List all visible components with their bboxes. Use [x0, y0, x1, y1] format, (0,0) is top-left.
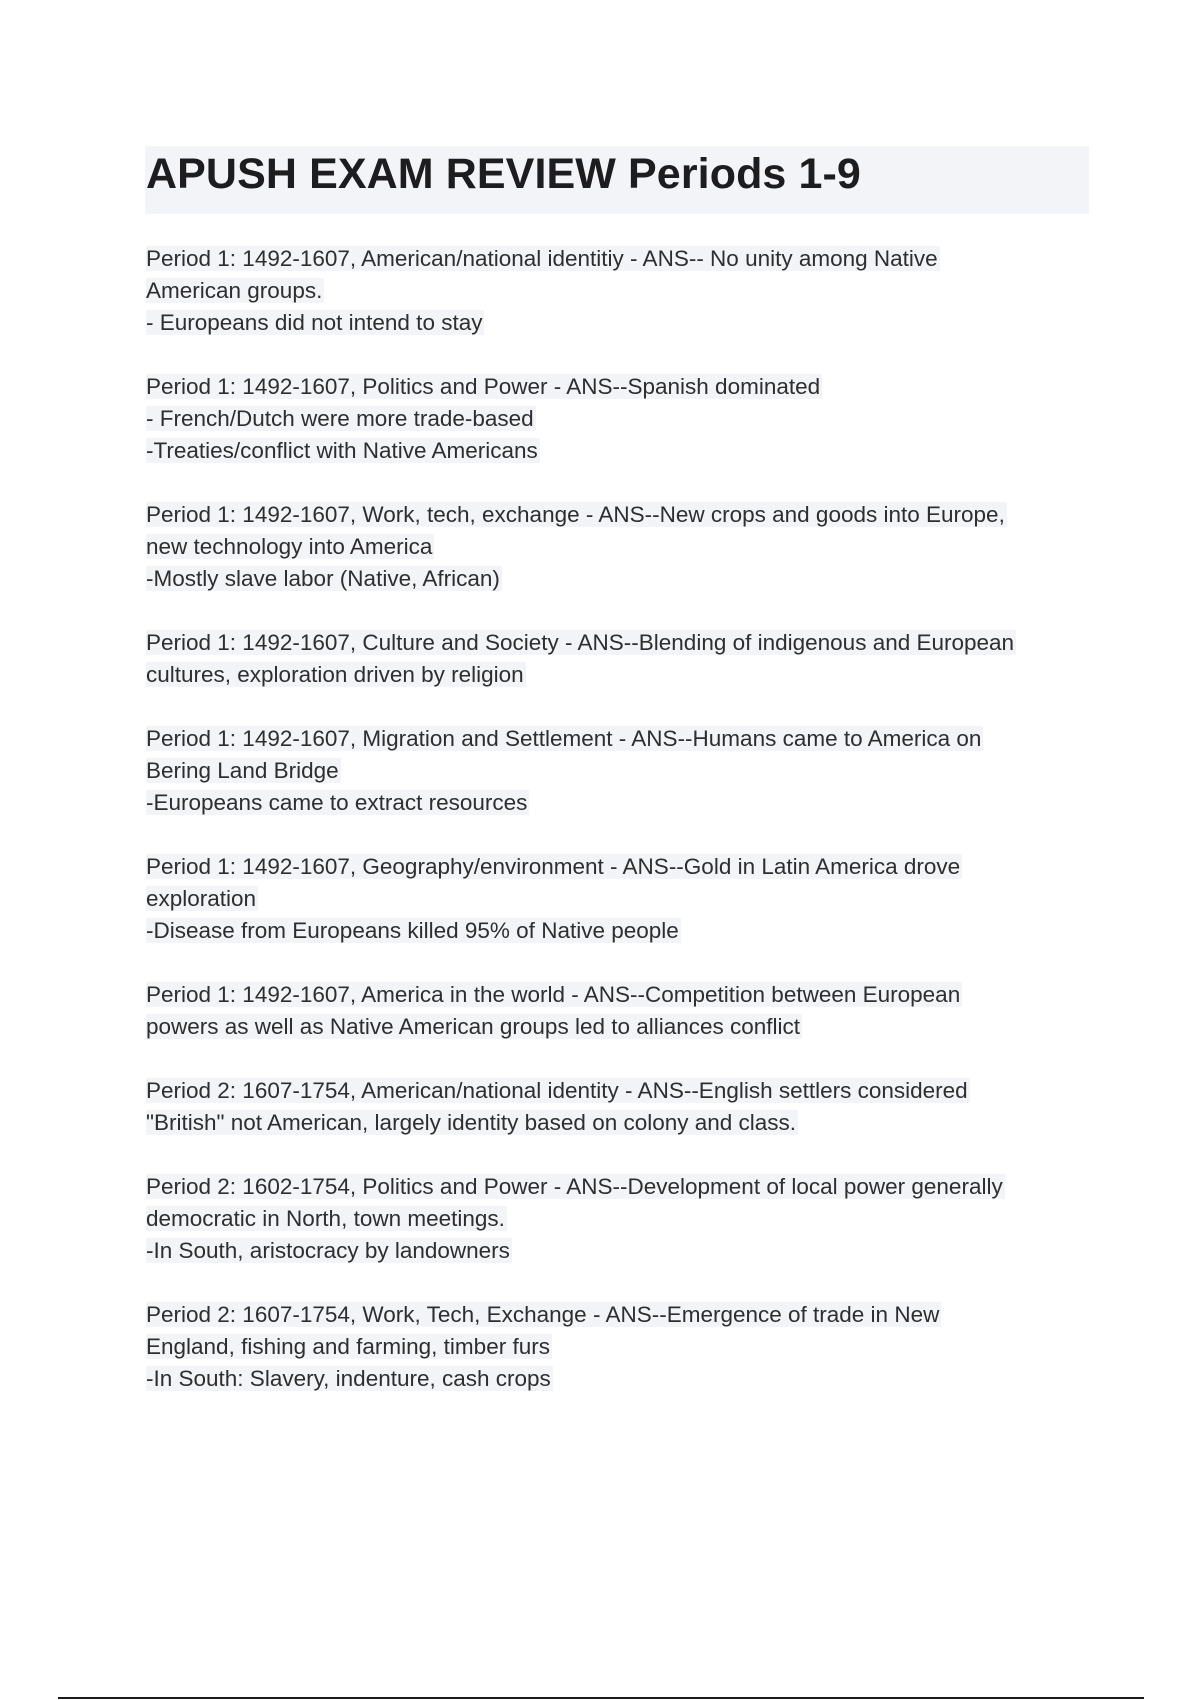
entry-line: Period 2: 1607-1754, American/national identity - ANS--English settlers considered: [146, 1078, 968, 1103]
entry-line: -In South, aristocracy by landowners: [146, 1238, 510, 1263]
entry-line: - French/Dutch were more trade-based: [146, 406, 534, 431]
flashcard-entry: [146, 1171, 1096, 1267]
entry-line: -In South: Slavery, indenture, cash crops: [146, 1366, 551, 1391]
entry-line: - Europeans did not intend to stay: [146, 310, 483, 335]
document-title: APUSH EXAM REVIEW Periods 1-9: [146, 150, 861, 198]
entry-line: Bering Land Bridge: [146, 758, 339, 783]
entry-line: American groups.: [146, 278, 323, 303]
entry-line: Period 1: 1492-1607, Migration and Settlement - ANS--Humans came to America on: [146, 726, 982, 751]
flashcard-entry: [146, 1075, 1096, 1139]
entry-line: -Disease from Europeans killed 95% of Native people: [146, 918, 679, 943]
flashcard-entry: [146, 723, 1096, 819]
footer-divider: [58, 1697, 1144, 1699]
entry-line: Period 1: 1492-1607, Culture and Society - ANS--Blending of indigenous and European: [146, 630, 1015, 655]
entry-line: democratic in North, town meetings.: [146, 1206, 505, 1231]
entry-line: Period 2: 1607-1754, Work, Tech, Exchange - ANS--Emergence of trade in New: [146, 1302, 940, 1327]
entry-line: Period 1: 1492-1607, Geography/environment - ANS--Gold in Latin America drove: [146, 854, 961, 879]
flashcard-entry: [146, 243, 1096, 339]
entry-line: Period 1: 1492-1607, Politics and Power - ANS--Spanish dominated: [146, 374, 821, 399]
flashcard-entry: [146, 979, 1096, 1043]
entry-line: Period 1: 1492-1607, Work, tech, exchange - ANS--New crops and goods into Europe,: [146, 502, 1005, 527]
entry-line: -Mostly slave labor (Native, African): [146, 566, 500, 591]
entry-line: Period 1: 1492-1607, American/national identitiy - ANS-- No unity among Native: [146, 246, 938, 271]
flashcard-entry: [146, 627, 1096, 691]
entry-line: England, fishing and farming, timber furs: [146, 1334, 550, 1359]
flashcard-entry: [146, 1299, 1096, 1395]
flashcard-entry: [146, 371, 1096, 467]
entry-line: -Treaties/conflict with Native Americans: [146, 438, 538, 463]
entry-line: powers as well as Native American groups led to alliances conflict: [146, 1014, 801, 1039]
flashcard-entry: [146, 851, 1096, 947]
entry-line: new technology into America: [146, 534, 433, 559]
entry-line: Period 2: 1602-1754, Politics and Power - ANS--Development of local power generally: [146, 1174, 1003, 1199]
entry-line: "British" not American, largely identity based on colony and class.: [146, 1110, 797, 1135]
flashcard-list: [146, 243, 1096, 1427]
flashcard-entry: [146, 499, 1096, 595]
entry-line: cultures, exploration driven by religion: [146, 662, 524, 687]
entry-line: -Europeans came to extract resources: [146, 790, 528, 815]
entry-line: exploration: [146, 886, 257, 911]
entry-line: Period 1: 1492-1607, America in the world - ANS--Competition between European: [146, 982, 961, 1007]
